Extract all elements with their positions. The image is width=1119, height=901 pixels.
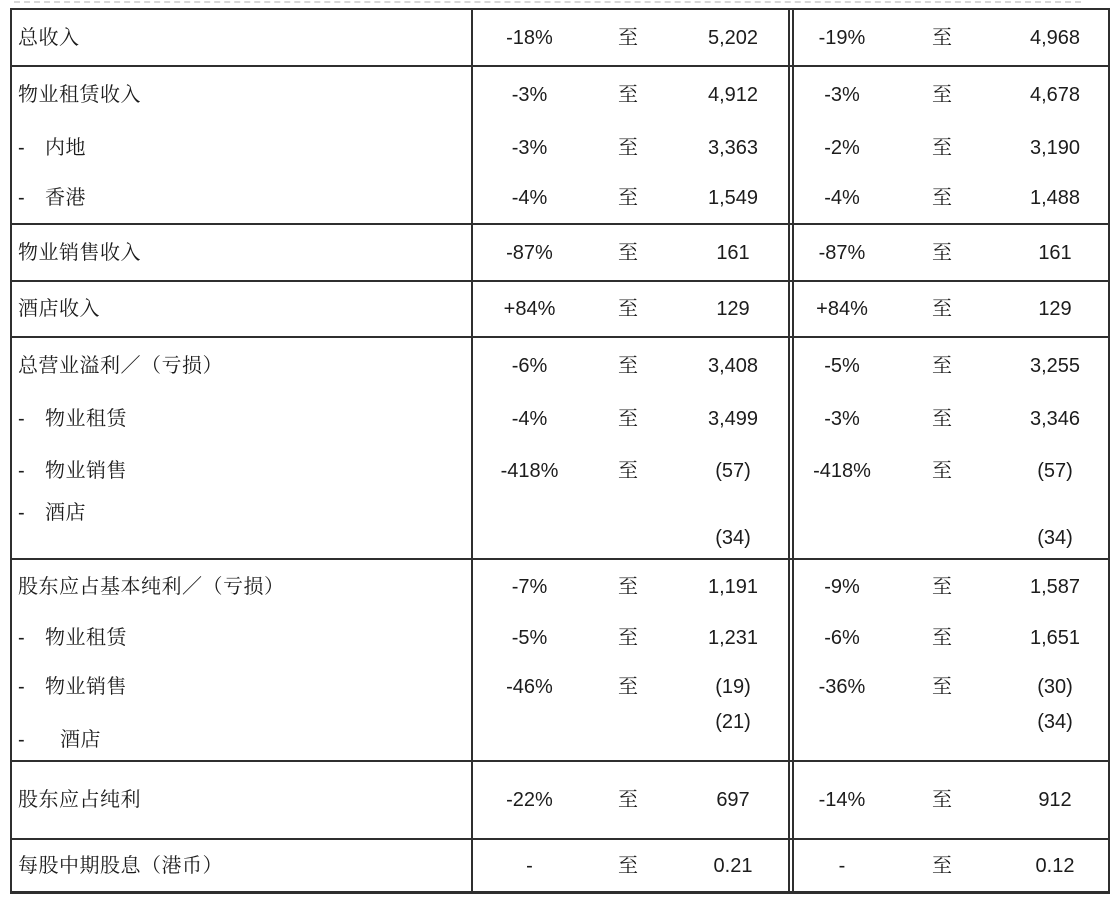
row-label-text: 总营业溢利／（亏损） — [18, 354, 223, 377]
pct-cell-period1: -4% — [511, 408, 548, 430]
row-label — [12, 393, 473, 445]
to-cell-period2: 至 — [932, 137, 952, 159]
value-cell-period2: 1,587 — [1029, 575, 1081, 598]
pct-cell-period2: -6% — [824, 627, 860, 649]
to-cell-period1: 至 — [618, 460, 638, 482]
value-cell-period2: (34) — [1037, 711, 1073, 733]
table-row — [12, 613, 1108, 663]
value-cell-period1: 0.21 — [713, 854, 753, 877]
value-cell-period1: 697 — [716, 789, 750, 811]
pct-cell-period2: - — [838, 854, 846, 877]
value-cell-period1: (21) — [715, 711, 751, 733]
row-label-text: 内地 — [45, 137, 86, 159]
value-cell-period2: 3,190 — [1029, 137, 1081, 159]
pct-cell-period1: -18% — [506, 26, 553, 49]
to-cell-period1: 至 — [618, 26, 638, 49]
row-label-text: 物业销售收入 — [18, 241, 141, 264]
row-label — [12, 338, 473, 393]
pct-cell-period2: -9% — [824, 575, 860, 598]
to-cell-period2: 至 — [932, 675, 952, 698]
row-label — [12, 445, 473, 497]
row-label-text: 物业租赁收入 — [18, 84, 141, 106]
pct-cell-period1 — [473, 497, 586, 558]
row-label — [12, 225, 473, 280]
table-section — [12, 10, 1108, 65]
pct-cell-period2: +84% — [816, 298, 868, 320]
row-label-text: 物业租赁 — [45, 627, 127, 649]
to-cell-period1: 至 — [618, 241, 638, 264]
value-cell-period1: 161 — [716, 241, 750, 264]
table-row — [12, 663, 1108, 710]
value-cell-period2: 1,651 — [1029, 627, 1081, 649]
pct-cell-period2: -4% — [824, 187, 860, 209]
pct-cell-period1: -5% — [511, 627, 548, 649]
value-cell-period1: 5,202 — [707, 26, 759, 49]
value-cell-period2: (34) — [1037, 527, 1073, 549]
row-label-text: 香港 — [45, 187, 86, 209]
row-label-text: 物业销售 — [45, 460, 127, 482]
pct-cell-period2: -87% — [818, 241, 866, 264]
value-cell-period2: 129 — [1038, 298, 1072, 320]
table-row — [12, 497, 1108, 558]
top-edge-artifact — [14, 1, 1081, 3]
pct-cell-period1: -6% — [511, 354, 548, 377]
row-label — [12, 613, 473, 663]
value-cell-period1: 3,499 — [707, 408, 759, 430]
value-cell-period1: 1,549 — [707, 187, 759, 209]
dash-bullet: - — [18, 729, 26, 751]
value-cell-period1: 1,191 — [707, 575, 759, 598]
to-cell-period2: 至 — [932, 627, 952, 649]
to-cell-period2 — [890, 497, 994, 558]
to-cell-period2 — [890, 710, 994, 760]
pct-cell-period1: -3% — [511, 137, 548, 159]
table-section — [12, 838, 1108, 891]
pct-cell-period1 — [473, 710, 586, 760]
row-label — [12, 560, 473, 613]
to-cell-period1: 至 — [618, 187, 638, 209]
table-row — [12, 225, 1108, 280]
to-cell-period1: 至 — [618, 575, 638, 598]
value-cell-period2: 1,488 — [1029, 187, 1081, 209]
value-cell-period1: (57) — [715, 460, 751, 482]
row-label-text: 物业租赁 — [45, 408, 127, 430]
value-cell-period1: (19) — [715, 675, 751, 698]
to-cell-period1: 至 — [618, 789, 638, 811]
row-label-text: 股东应占纯利 — [18, 789, 141, 811]
value-cell-period1: 3,408 — [707, 354, 759, 377]
row-label-text: 股东应占基本纯利／（亏损） — [18, 575, 285, 598]
row-label-text: 酒店 — [45, 502, 86, 524]
row-label — [12, 67, 473, 123]
pct-cell-period1: -7% — [511, 575, 548, 598]
to-cell-period1 — [586, 497, 670, 558]
to-cell-period2: 至 — [932, 298, 952, 320]
to-cell-period1: 至 — [618, 354, 638, 377]
value-cell-period2: 161 — [1038, 241, 1072, 264]
to-cell-period1 — [586, 710, 670, 760]
pct-cell-period2: -36% — [818, 675, 866, 698]
dash-bullet: - — [18, 627, 26, 649]
dash-bullet: - — [18, 502, 26, 524]
to-cell-period2: 至 — [932, 241, 952, 264]
table-section — [12, 558, 1108, 760]
pct-cell-period2: -19% — [818, 26, 866, 49]
to-cell-period1: 至 — [618, 408, 638, 430]
row-label — [12, 282, 473, 336]
value-cell-period2: 4,678 — [1029, 84, 1081, 106]
value-cell-period2: (57) — [1037, 460, 1073, 482]
dash-bullet: - — [18, 137, 26, 159]
to-cell-period1: 至 — [618, 84, 638, 106]
to-cell-period2: 至 — [932, 460, 952, 482]
value-cell-period2: 4,968 — [1029, 26, 1081, 49]
table-section — [12, 223, 1108, 280]
row-label-text: 酒店 — [60, 729, 101, 751]
value-cell-period1: 129 — [716, 298, 750, 320]
value-cell-period2: (30) — [1037, 675, 1073, 698]
to-cell-period1: 至 — [618, 627, 638, 649]
table-row — [12, 560, 1108, 613]
pct-cell-period2: -3% — [824, 408, 860, 430]
dash-bullet: - — [18, 460, 26, 482]
value-cell-period1: 1,231 — [707, 627, 759, 649]
pct-cell-period1: -46% — [506, 675, 553, 698]
row-label-text: 物业销售 — [45, 675, 127, 698]
table-row — [12, 67, 1108, 123]
table-section — [12, 760, 1108, 838]
row-label — [12, 710, 473, 760]
to-cell-period1: 至 — [618, 298, 638, 320]
to-cell-period2: 至 — [932, 408, 952, 430]
pct-cell-period1: -4% — [511, 187, 548, 209]
value-cell-period2: 3,255 — [1029, 354, 1081, 377]
to-cell-period1: 至 — [618, 675, 638, 698]
to-cell-period2: 至 — [932, 789, 952, 811]
table-row — [12, 762, 1108, 838]
table-row — [12, 123, 1108, 173]
row-label-text: 酒店收入 — [18, 298, 100, 320]
financial-results-table — [10, 8, 1110, 894]
table-row — [12, 338, 1108, 393]
dash-bullet: - — [18, 187, 26, 209]
to-cell-period2: 至 — [932, 354, 952, 377]
pct-cell-period2 — [794, 497, 890, 558]
pct-cell-period2 — [794, 710, 890, 760]
pct-cell-period2: -14% — [818, 789, 866, 811]
value-cell-period1: 4,912 — [707, 84, 759, 106]
table-row — [12, 710, 1108, 760]
row-label-text: 每股中期股息（港币） — [18, 854, 223, 877]
to-cell-period1: 至 — [618, 137, 638, 159]
pct-cell-period1: +84% — [503, 298, 556, 320]
to-cell-period2: 至 — [932, 26, 952, 49]
pct-cell-period2: -2% — [824, 137, 860, 159]
pct-cell-period1: - — [526, 854, 533, 877]
row-label — [12, 840, 473, 891]
to-cell-period2: 至 — [932, 187, 952, 209]
value-cell-period2: 912 — [1038, 789, 1072, 811]
dash-bullet: - — [18, 675, 26, 698]
value-cell-period2: 3,346 — [1029, 408, 1081, 430]
row-label — [12, 10, 473, 65]
value-cell-period1: (34) — [715, 527, 751, 549]
row-label — [12, 663, 473, 710]
pct-cell-period1: -87% — [506, 241, 553, 264]
table-row — [12, 393, 1108, 445]
value-cell-period2: 0.12 — [1035, 854, 1075, 877]
to-cell-period2: 至 — [932, 854, 952, 877]
to-cell-period1: 至 — [618, 854, 638, 877]
to-cell-period2: 至 — [932, 84, 952, 106]
row-label-text: 总收入 — [18, 26, 80, 49]
pct-cell-period2: -3% — [824, 84, 860, 106]
row-label — [12, 497, 473, 558]
dash-bullet: - — [18, 408, 26, 430]
row-label — [12, 173, 473, 223]
pct-cell-period1: -3% — [511, 84, 548, 106]
table-section — [12, 65, 1108, 223]
to-cell-period2: 至 — [932, 575, 952, 598]
value-cell-period1: 3,363 — [707, 137, 759, 159]
row-label — [12, 762, 473, 838]
pct-cell-period2: -418% — [813, 460, 871, 482]
table-section — [12, 336, 1108, 558]
table-row — [12, 840, 1108, 891]
table-row — [12, 10, 1108, 65]
table-section — [12, 280, 1108, 336]
pct-cell-period1: -22% — [506, 789, 553, 811]
pct-cell-period2: -5% — [824, 354, 860, 377]
table-row — [12, 445, 1108, 497]
table-row — [12, 173, 1108, 223]
pct-cell-period1: -418% — [500, 460, 559, 482]
table-row — [12, 282, 1108, 336]
row-label — [12, 123, 473, 173]
